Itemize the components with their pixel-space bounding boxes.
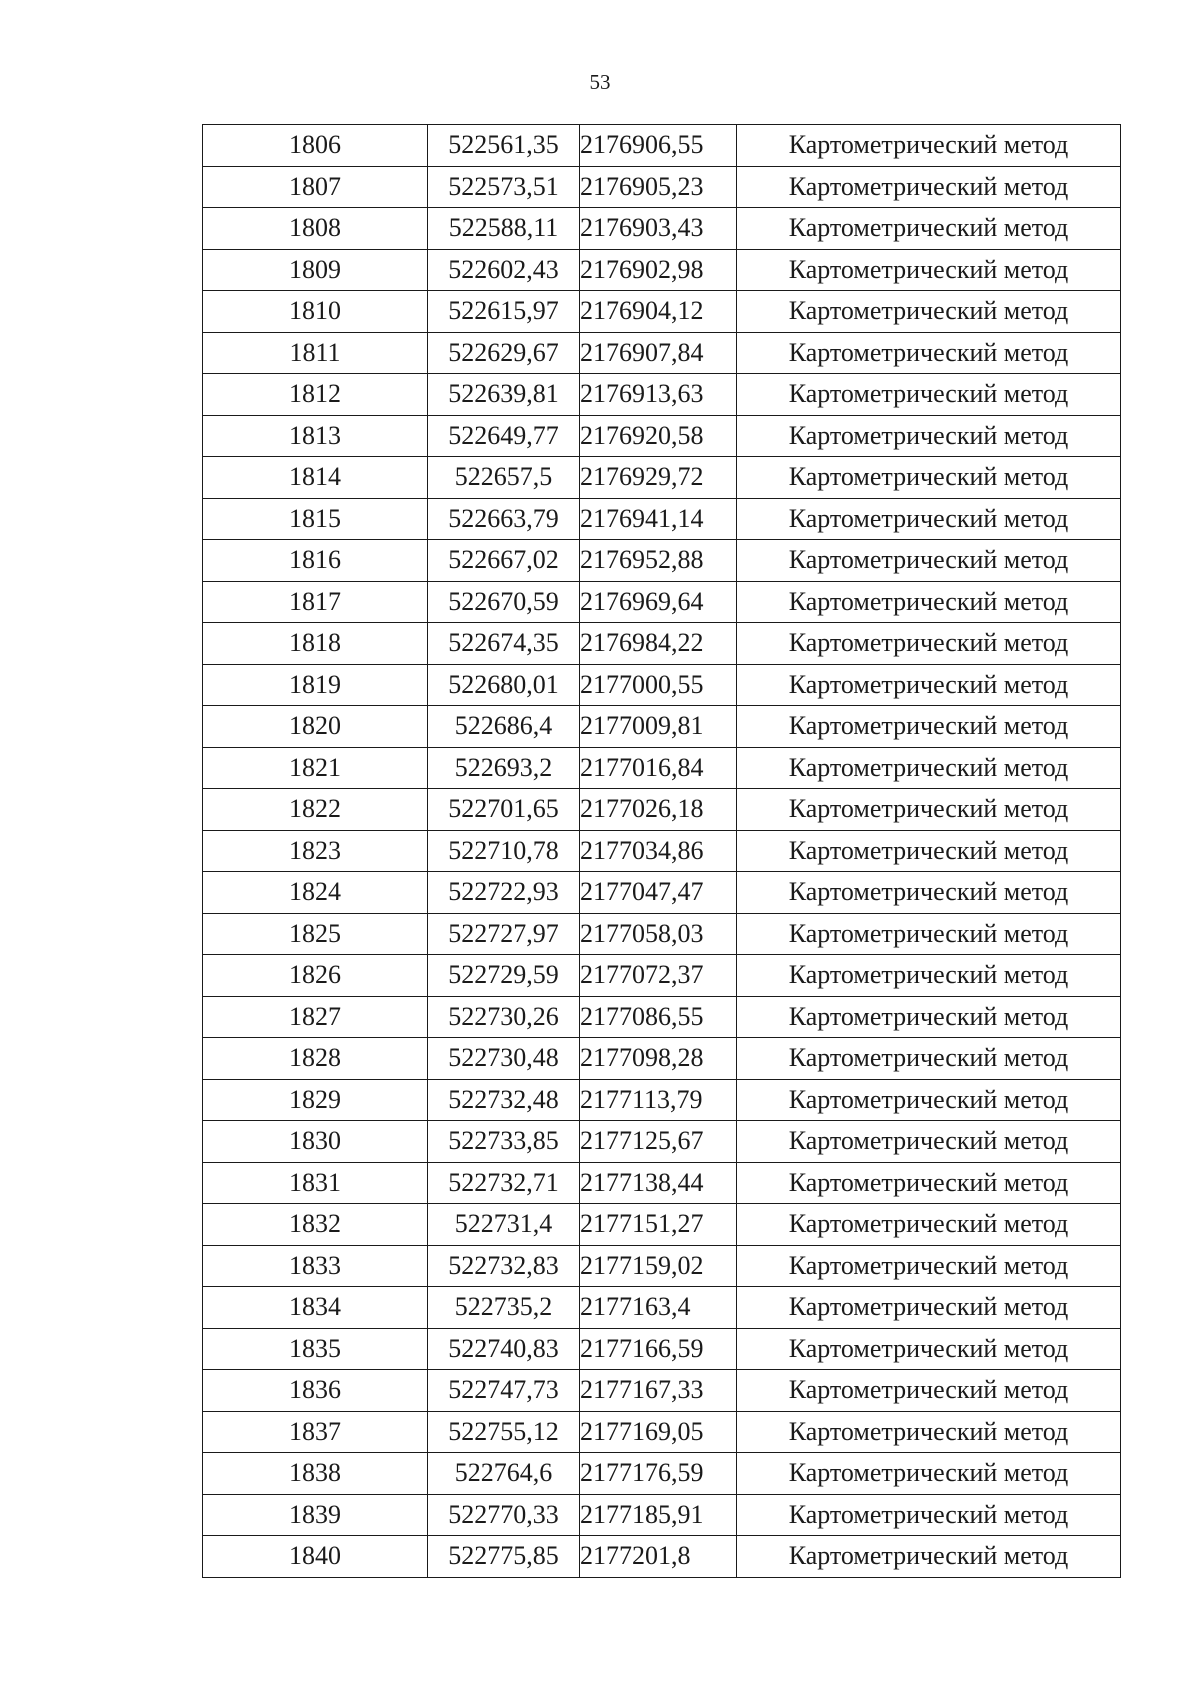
x-coordinate-cell: 522732,71 bbox=[428, 1162, 580, 1204]
x-coordinate-cell: 522730,48 bbox=[428, 1038, 580, 1080]
table-row bbox=[203, 1287, 1121, 1329]
point-number-cell: 1829 bbox=[203, 1079, 428, 1121]
point-number-cell: 1824 bbox=[203, 872, 428, 914]
table-row bbox=[203, 332, 1121, 374]
x-coordinate-cell: 522667,02 bbox=[428, 540, 580, 582]
x-coordinate-cell: 522710,78 bbox=[428, 830, 580, 872]
y-coordinate-cell: 2176941,14 bbox=[580, 498, 737, 540]
y-coordinate-cell: 2177159,02 bbox=[580, 1245, 737, 1287]
method-cell: Картометрический метод bbox=[737, 1287, 1121, 1329]
point-number-cell: 1838 bbox=[203, 1453, 428, 1495]
y-coordinate-cell: 2177072,37 bbox=[580, 955, 737, 997]
method-cell: Картометрический метод bbox=[737, 1079, 1121, 1121]
x-coordinate-cell: 522733,85 bbox=[428, 1121, 580, 1163]
y-coordinate-cell: 2177125,67 bbox=[580, 1121, 737, 1163]
y-coordinate-cell: 2176969,64 bbox=[580, 581, 737, 623]
method-cell: Картометрический метод bbox=[737, 332, 1121, 374]
table-row bbox=[203, 623, 1121, 665]
x-coordinate-cell: 522602,43 bbox=[428, 249, 580, 291]
point-number-cell: 1836 bbox=[203, 1370, 428, 1412]
x-coordinate-cell: 522764,6 bbox=[428, 1453, 580, 1495]
method-cell: Картометрический метод bbox=[737, 166, 1121, 208]
x-coordinate-cell: 522693,2 bbox=[428, 747, 580, 789]
x-coordinate-cell: 522649,77 bbox=[428, 415, 580, 457]
table-row bbox=[203, 955, 1121, 997]
x-coordinate-cell: 522588,11 bbox=[428, 208, 580, 250]
point-number-cell: 1826 bbox=[203, 955, 428, 997]
point-number-cell: 1806 bbox=[203, 125, 428, 167]
y-coordinate-cell: 2177086,55 bbox=[580, 996, 737, 1038]
x-coordinate-cell: 522561,35 bbox=[428, 125, 580, 167]
point-number-cell: 1811 bbox=[203, 332, 428, 374]
point-number-cell: 1818 bbox=[203, 623, 428, 665]
x-coordinate-cell: 522639,81 bbox=[428, 374, 580, 416]
y-coordinate-cell: 2177201,8 bbox=[580, 1536, 737, 1578]
table-row bbox=[203, 1411, 1121, 1453]
x-coordinate-cell: 522740,83 bbox=[428, 1328, 580, 1370]
page-number: 53 bbox=[589, 70, 611, 94]
y-coordinate-cell: 2177026,18 bbox=[580, 789, 737, 831]
method-cell: Картометрический метод bbox=[737, 249, 1121, 291]
point-number-cell: 1819 bbox=[203, 664, 428, 706]
table-row bbox=[203, 1038, 1121, 1080]
x-coordinate-cell: 522657,5 bbox=[428, 457, 580, 499]
point-number-cell: 1815 bbox=[203, 498, 428, 540]
y-coordinate-cell: 2176913,63 bbox=[580, 374, 737, 416]
x-coordinate-cell: 522727,97 bbox=[428, 913, 580, 955]
point-number-cell: 1823 bbox=[203, 830, 428, 872]
x-coordinate-cell: 522670,59 bbox=[428, 581, 580, 623]
point-number-cell: 1839 bbox=[203, 1494, 428, 1536]
method-cell: Картометрический метод bbox=[737, 498, 1121, 540]
table-row bbox=[203, 1536, 1121, 1578]
table-row bbox=[203, 789, 1121, 831]
method-cell: Картометрический метод bbox=[737, 955, 1121, 997]
x-coordinate-cell: 522701,65 bbox=[428, 789, 580, 831]
table-row bbox=[203, 1370, 1121, 1412]
table-row bbox=[203, 1328, 1121, 1370]
method-cell: Картометрический метод bbox=[737, 540, 1121, 582]
x-coordinate-cell: 522680,01 bbox=[428, 664, 580, 706]
table-row bbox=[203, 664, 1121, 706]
y-coordinate-cell: 2177151,27 bbox=[580, 1204, 737, 1246]
table-row bbox=[203, 581, 1121, 623]
y-coordinate-cell: 2177185,91 bbox=[580, 1494, 737, 1536]
table-row bbox=[203, 374, 1121, 416]
x-coordinate-cell: 522731,4 bbox=[428, 1204, 580, 1246]
point-number-cell: 1813 bbox=[203, 415, 428, 457]
method-cell: Картометрический метод bbox=[737, 125, 1121, 167]
table-row bbox=[203, 291, 1121, 333]
y-coordinate-cell: 2176906,55 bbox=[580, 125, 737, 167]
point-number-cell: 1822 bbox=[203, 789, 428, 831]
method-cell: Картометрический метод bbox=[737, 913, 1121, 955]
table-row bbox=[203, 1162, 1121, 1204]
x-coordinate-cell: 522573,51 bbox=[428, 166, 580, 208]
table-row bbox=[203, 498, 1121, 540]
x-coordinate-cell: 522674,35 bbox=[428, 623, 580, 665]
table-row bbox=[203, 415, 1121, 457]
y-coordinate-cell: 2176920,58 bbox=[580, 415, 737, 457]
method-cell: Картометрический метод bbox=[737, 830, 1121, 872]
table-row bbox=[203, 1079, 1121, 1121]
point-number-cell: 1830 bbox=[203, 1121, 428, 1163]
point-number-cell: 1809 bbox=[203, 249, 428, 291]
table-row bbox=[203, 1121, 1121, 1163]
x-coordinate-cell: 522686,4 bbox=[428, 706, 580, 748]
point-number-cell: 1840 bbox=[203, 1536, 428, 1578]
method-cell: Картометрический метод bbox=[737, 623, 1121, 665]
table-row bbox=[203, 166, 1121, 208]
y-coordinate-cell: 2177058,03 bbox=[580, 913, 737, 955]
point-number-cell: 1810 bbox=[203, 291, 428, 333]
x-coordinate-cell: 522747,73 bbox=[428, 1370, 580, 1412]
y-coordinate-cell: 2176903,43 bbox=[580, 208, 737, 250]
method-cell: Картометрический метод bbox=[737, 1411, 1121, 1453]
y-coordinate-cell: 2177034,86 bbox=[580, 830, 737, 872]
table-row bbox=[203, 747, 1121, 789]
y-coordinate-cell: 2177016,84 bbox=[580, 747, 737, 789]
y-coordinate-cell: 2177138,44 bbox=[580, 1162, 737, 1204]
method-cell: Картометрический метод bbox=[737, 1162, 1121, 1204]
coordinates-table-body bbox=[203, 125, 1121, 1578]
point-number-cell: 1816 bbox=[203, 540, 428, 582]
x-coordinate-cell: 522730,26 bbox=[428, 996, 580, 1038]
y-coordinate-cell: 2177009,81 bbox=[580, 706, 737, 748]
method-cell: Картометрический метод bbox=[737, 664, 1121, 706]
y-coordinate-cell: 2177163,4 bbox=[580, 1287, 737, 1329]
point-number-cell: 1825 bbox=[203, 913, 428, 955]
method-cell: Картометрический метод bbox=[737, 996, 1121, 1038]
method-cell: Картометрический метод bbox=[737, 747, 1121, 789]
x-coordinate-cell: 522629,67 bbox=[428, 332, 580, 374]
table-row bbox=[203, 249, 1121, 291]
y-coordinate-cell: 2177176,59 bbox=[580, 1453, 737, 1495]
y-coordinate-cell: 2177167,33 bbox=[580, 1370, 737, 1412]
y-coordinate-cell: 2176952,88 bbox=[580, 540, 737, 582]
method-cell: Картометрический метод bbox=[737, 374, 1121, 416]
method-cell: Картометрический метод bbox=[737, 872, 1121, 914]
method-cell: Картометрический метод bbox=[737, 789, 1121, 831]
method-cell: Картометрический метод bbox=[737, 208, 1121, 250]
y-coordinate-cell: 2176904,12 bbox=[580, 291, 737, 333]
point-number-cell: 1834 bbox=[203, 1287, 428, 1329]
method-cell: Картометрический метод bbox=[737, 1038, 1121, 1080]
table-row bbox=[203, 1494, 1121, 1536]
x-coordinate-cell: 522732,48 bbox=[428, 1079, 580, 1121]
x-coordinate-cell: 522770,33 bbox=[428, 1494, 580, 1536]
y-coordinate-cell: 2177169,05 bbox=[580, 1411, 737, 1453]
point-number-cell: 1808 bbox=[203, 208, 428, 250]
x-coordinate-cell: 522663,79 bbox=[428, 498, 580, 540]
method-cell: Картометрический метод bbox=[737, 457, 1121, 499]
point-number-cell: 1821 bbox=[203, 747, 428, 789]
y-coordinate-cell: 2176929,72 bbox=[580, 457, 737, 499]
x-coordinate-cell: 522735,2 bbox=[428, 1287, 580, 1329]
point-number-cell: 1833 bbox=[203, 1245, 428, 1287]
y-coordinate-cell: 2177098,28 bbox=[580, 1038, 737, 1080]
table-row bbox=[203, 913, 1121, 955]
table-row bbox=[203, 457, 1121, 499]
table-row bbox=[203, 1204, 1121, 1246]
method-cell: Картометрический метод bbox=[737, 1453, 1121, 1495]
x-coordinate-cell: 522615,97 bbox=[428, 291, 580, 333]
point-number-cell: 1837 bbox=[203, 1411, 428, 1453]
method-cell: Картометрический метод bbox=[737, 1245, 1121, 1287]
table-row bbox=[203, 208, 1121, 250]
y-coordinate-cell: 2177113,79 bbox=[580, 1079, 737, 1121]
x-coordinate-cell: 522775,85 bbox=[428, 1536, 580, 1578]
point-number-cell: 1827 bbox=[203, 996, 428, 1038]
table-row bbox=[203, 706, 1121, 748]
table-row bbox=[203, 830, 1121, 872]
y-coordinate-cell: 2177047,47 bbox=[580, 872, 737, 914]
method-cell: Картометрический метод bbox=[737, 1121, 1121, 1163]
x-coordinate-cell: 522755,12 bbox=[428, 1411, 580, 1453]
point-number-cell: 1817 bbox=[203, 581, 428, 623]
y-coordinate-cell: 2176902,98 bbox=[580, 249, 737, 291]
table-row bbox=[203, 1453, 1121, 1495]
y-coordinate-cell: 2176984,22 bbox=[580, 623, 737, 665]
method-cell: Картометрический метод bbox=[737, 581, 1121, 623]
point-number-cell: 1807 bbox=[203, 166, 428, 208]
y-coordinate-cell: 2176905,23 bbox=[580, 166, 737, 208]
y-coordinate-cell: 2177166,59 bbox=[580, 1328, 737, 1370]
method-cell: Картометрический метод bbox=[737, 1204, 1121, 1246]
method-cell: Картометрический метод bbox=[737, 1536, 1121, 1578]
x-coordinate-cell: 522729,59 bbox=[428, 955, 580, 997]
x-coordinate-cell: 522722,93 bbox=[428, 872, 580, 914]
point-number-cell: 1820 bbox=[203, 706, 428, 748]
table-row bbox=[203, 540, 1121, 582]
table-row bbox=[203, 1245, 1121, 1287]
table-row bbox=[203, 872, 1121, 914]
point-number-cell: 1832 bbox=[203, 1204, 428, 1246]
method-cell: Картометрический метод bbox=[737, 1370, 1121, 1412]
point-number-cell: 1828 bbox=[203, 1038, 428, 1080]
point-number-cell: 1812 bbox=[203, 374, 428, 416]
point-number-cell: 1835 bbox=[203, 1328, 428, 1370]
method-cell: Картометрический метод bbox=[737, 1328, 1121, 1370]
point-number-cell: 1831 bbox=[203, 1162, 428, 1204]
method-cell: Картометрический метод bbox=[737, 1494, 1121, 1536]
point-number-cell: 1814 bbox=[203, 457, 428, 499]
table-row bbox=[203, 125, 1121, 167]
y-coordinate-cell: 2177000,55 bbox=[580, 664, 737, 706]
coordinates-table bbox=[202, 124, 1121, 1578]
method-cell: Картометрический метод bbox=[737, 415, 1121, 457]
method-cell: Картометрический метод bbox=[737, 291, 1121, 333]
x-coordinate-cell: 522732,83 bbox=[428, 1245, 580, 1287]
table-row bbox=[203, 996, 1121, 1038]
y-coordinate-cell: 2176907,84 bbox=[580, 332, 737, 374]
method-cell: Картометрический метод bbox=[737, 706, 1121, 748]
